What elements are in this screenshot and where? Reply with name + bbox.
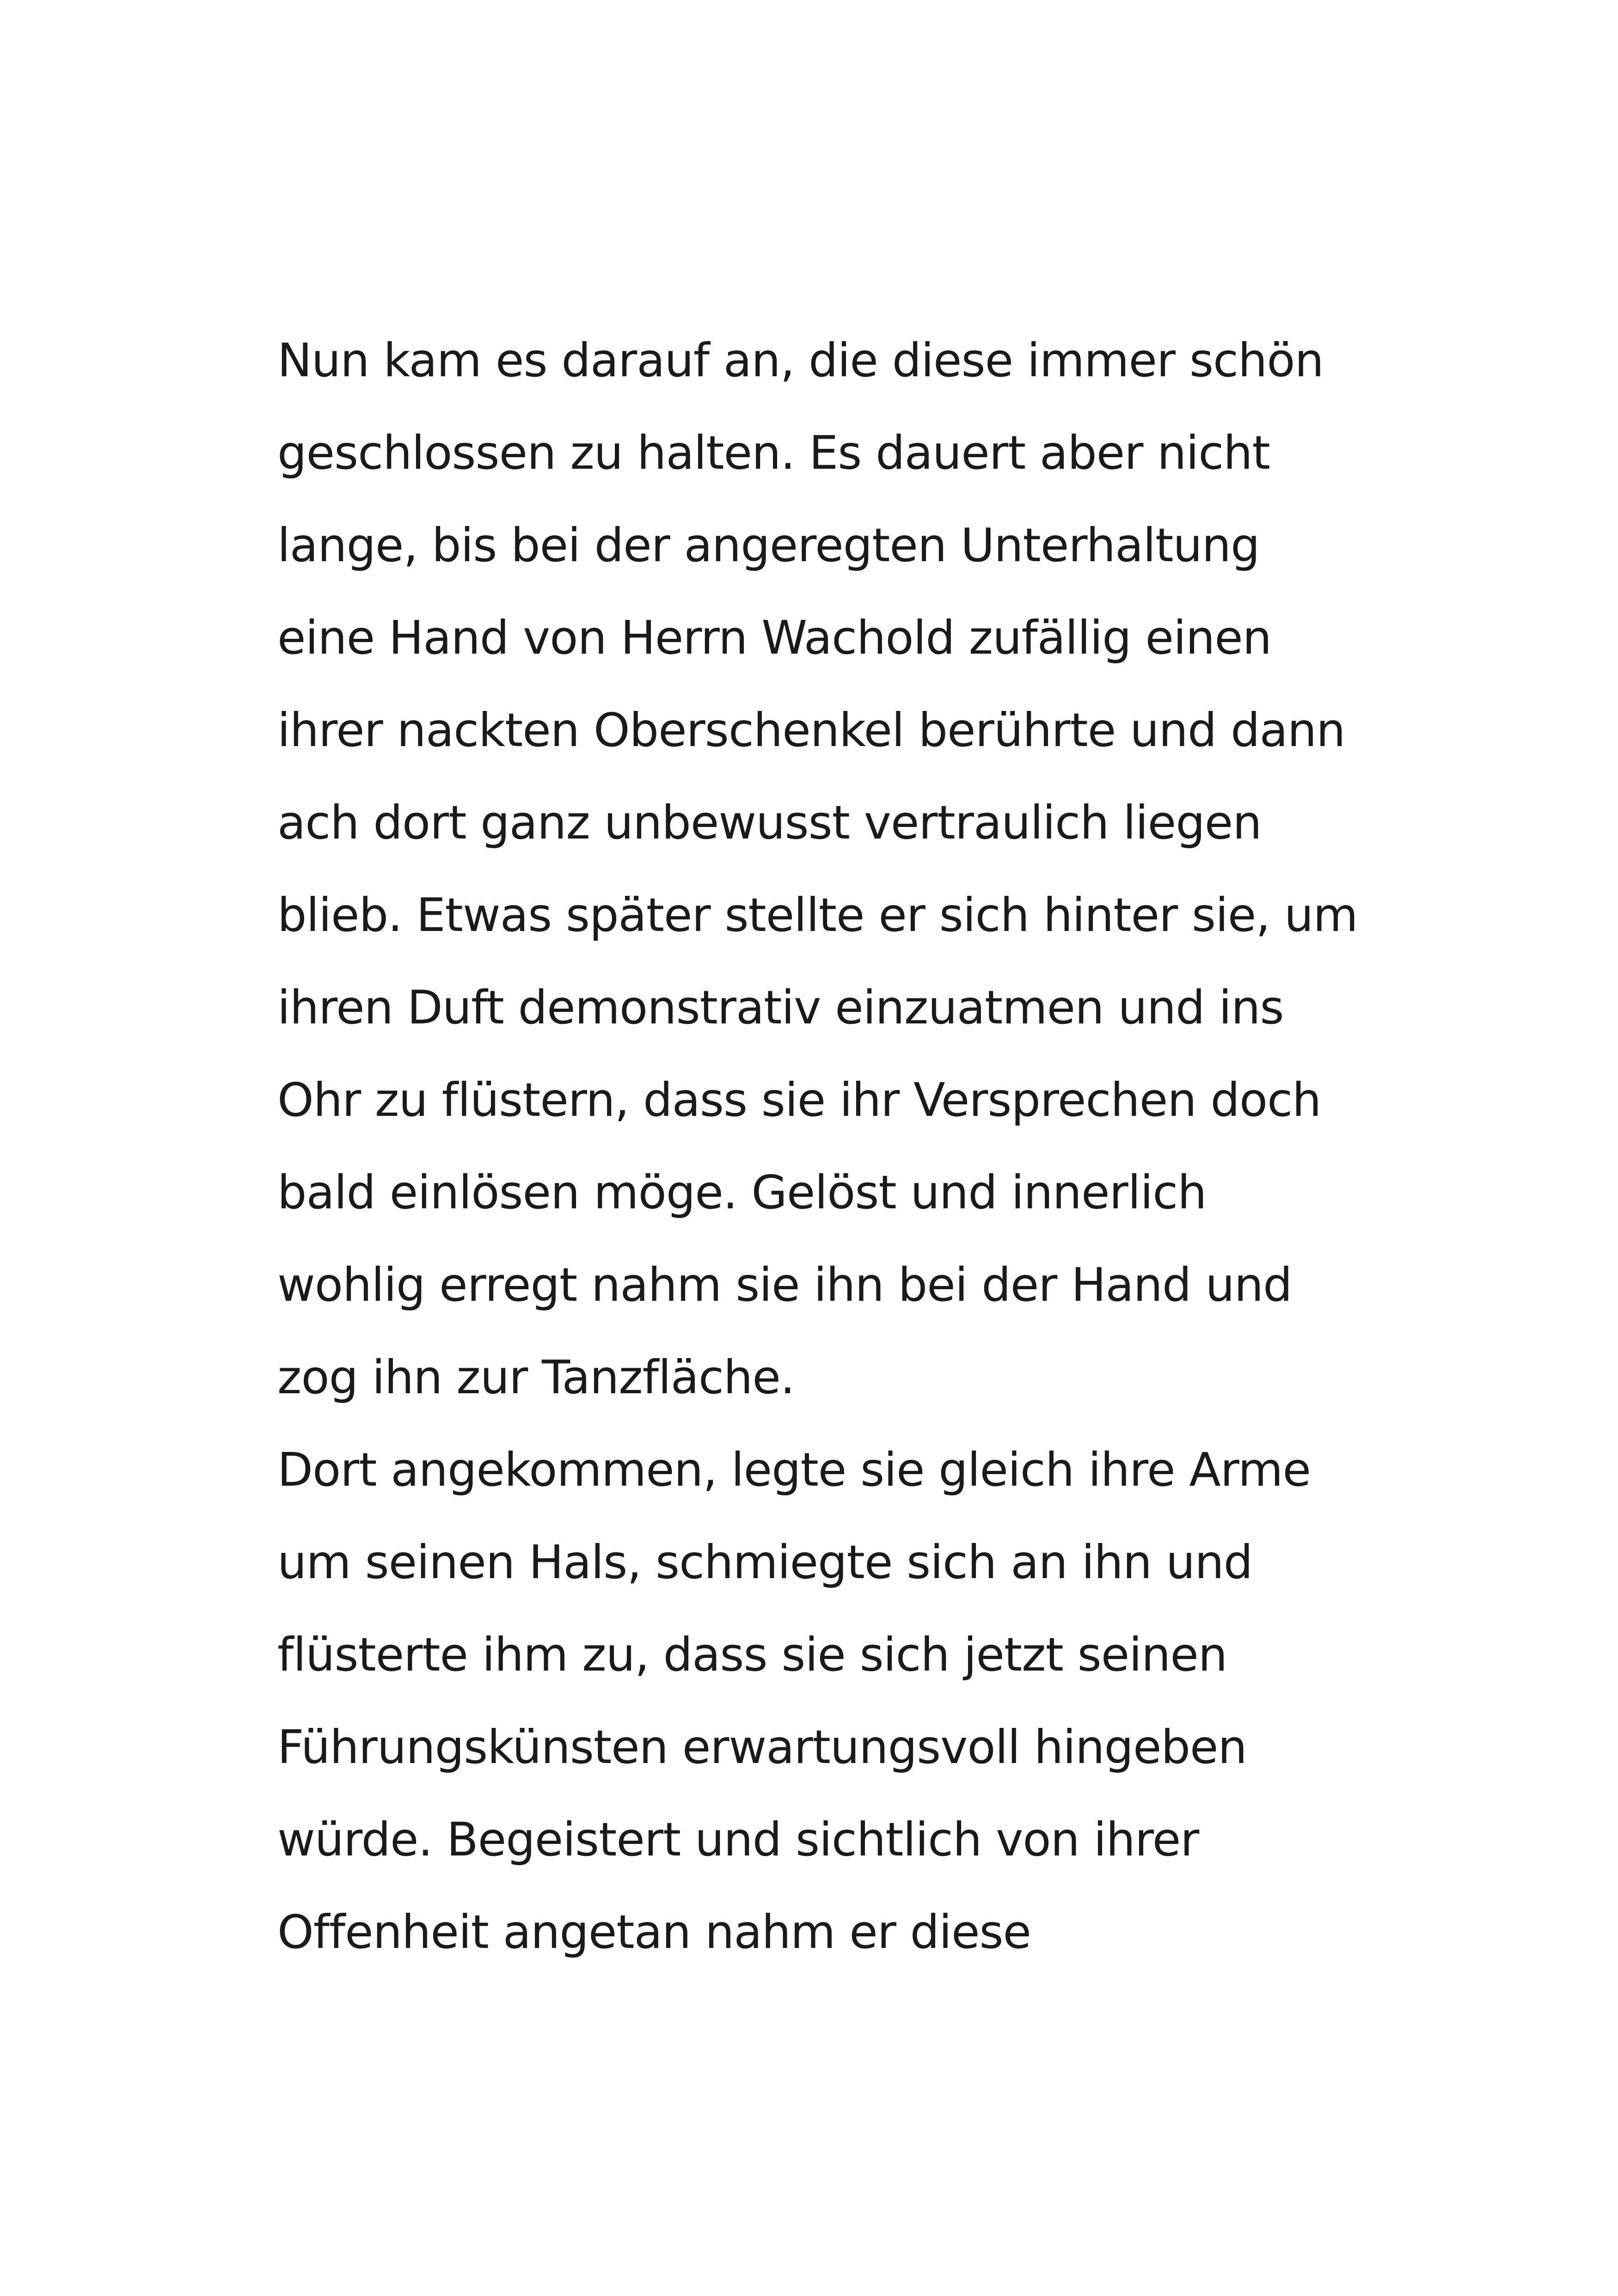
text-line: um seinen Hals, schmiegte sich an ihn und — [277, 1535, 1253, 1589]
text-line: eine Hand von Herrn Wachold zufällig einen — [277, 611, 1272, 665]
text-line: Führungskünsten erwartungsvoll hingeben — [277, 1720, 1247, 1774]
text-line: ihren Duft demonstrativ einzuatmen und ins — [277, 980, 1284, 1035]
text-line: ach dort ganz unbewusst vertraulich liegen — [277, 796, 1262, 850]
text-line: bald einlösen möge. Gelöst und innerlich — [277, 1165, 1207, 1219]
text-line: lange, bis bei der angeregten Unterhaltung — [277, 518, 1260, 572]
text-line: Offenheit angetan nahm er diese — [277, 1905, 1031, 1959]
text-line: ihrer nackten Oberschenkel berührte und dann — [277, 703, 1345, 757]
text-line: flüsterte ihm zu, dass sie sich jetzt seinen — [277, 1628, 1227, 1682]
text-line: Dort angekommen, legte sie gleich ihre Arme — [277, 1443, 1311, 1497]
body-text — [277, 314, 1387, 1978]
text-line: geschlossen zu halten. Es dauert aber nicht — [277, 426, 1270, 480]
text-line: Ohr zu flüstern, dass sie ihr Versprechen doch — [277, 1073, 1321, 1127]
text-line: zog ihn zur Tanzfläche. — [277, 1350, 795, 1404]
text-line: Nun kam es darauf an, die diese immer schön — [277, 333, 1324, 387]
text-line: blieb. Etwas später stellte er sich hinter sie, um — [277, 888, 1358, 942]
text-line: würde. Begeistert und sichtlich von ihrer — [277, 1812, 1199, 1867]
text-line: wohlig erregt nahm sie ihn bei der Hand und — [277, 1258, 1292, 1312]
